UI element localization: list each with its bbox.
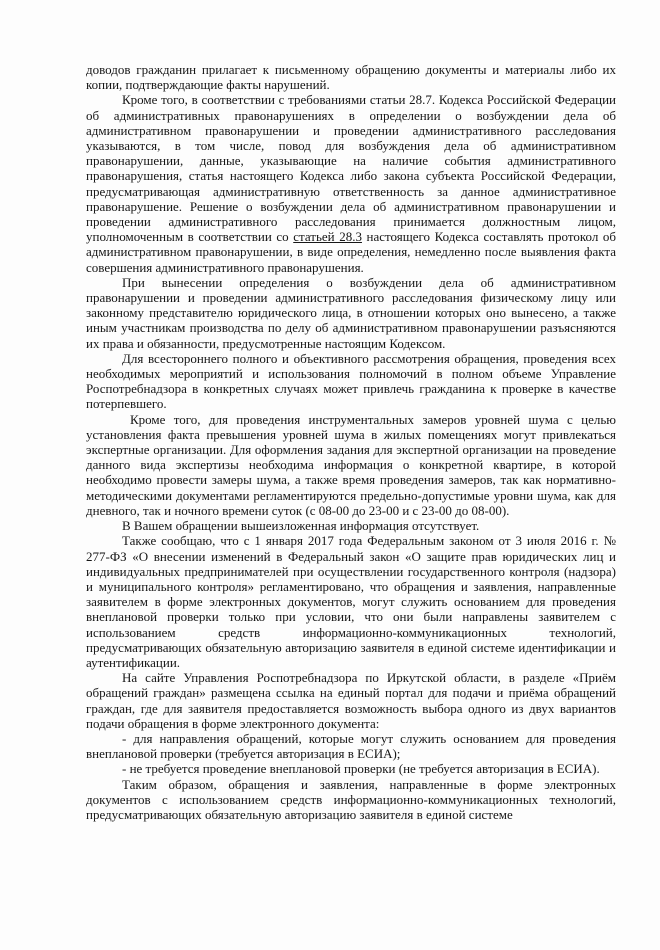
paragraph-article-28-7 xyxy=(86,92,616,274)
list-item-esia-not-required: - не требуется проведение внеплановой проверки (не требуется авторизация в ЕСИА). xyxy=(122,761,600,777)
paragraph-victim: Для всестороннего полного и объективного рассмотрения обращения, проведения всех необходимых мероприятий и использования полномочий в полном объеме Управление Роспотребнадзора в конкретных случаях может привлечь гражданина к проверке в качестве потерпевшего. xyxy=(86,350,616,412)
paragraph-article-28-7-tail: настоящего Кодекса составлять протокол об административном правонарушении, в виде определения, немедленно после выявления факта совершения административного правонарушения. xyxy=(86,229,616,275)
paragraph-rights: При вынесении определения о возбуждении дела об административном правонарушении и проведении административного расследования физическому лицу или законному представителю юридического лица, в отношении которых оно вынесено, а также иным участникам производства по делу об административном правонарушении разъясняются их права и обязанности, предусмотренные настоящим Кодексом. xyxy=(86,274,616,351)
article-28-3-link[interactable]: статьей 28.3 xyxy=(293,229,362,245)
paragraph-conclusion: Таким образом, обращения и заявления, направленные в форме электронных документов с использованием средств информационно-коммуникационных технологий, предусматривающих обязательную авторизацию заявителя в единой системе xyxy=(86,776,616,822)
paragraph-federal-law: Также сообщаю, что с 1 января 2017 года Федеральным законом от 3 июля 2016 г. № 277-ФЗ «О внесении изменений в Федеральный закон «О защите прав юридических лиц и индивидуальных предпринимателей при осуществлении государственного контроля (надзора) и муниципального контроля» регламентировано, что обращения и заявления, направленные заявителем в форме электронных документов, могут служить основанием для проведения внеплановой проверки только при условии, что они были направлены заявителем с использованием средств информационно-коммуникационных технологий, предусматривающих обязательную авторизацию заявителя в единой системе идентификации и аутентификации. xyxy=(86,533,616,670)
document-body xyxy=(86,62,616,822)
paragraph-website: На сайте Управления Роспотребнадзора по Иркутской области, в разделе «Приём обращений граждан» размещена ссылка на единый портал для подачи и приёма обращений граждан, где для заявителя предоставляется возможность выбора одного из двух вариантов подачи обращения в форме электронного документа: xyxy=(86,670,616,731)
paragraph-article-28-7-text: Кроме того, в соответствии с требованиями статьи 28.7. Кодекса Российской Федерации об административных правонарушениях в определении о возбуждении дела об административном правонарушении и проведении административного расследования указываются, в том числе, повод для возбуждения дела об административном правонарушении, данные, указывающие на наличие события административного правонарушения, статья настоящего Кодекса либо закона субъекта Российской Федерации, предусматривающая административную ответственность за данное административное правонарушение. Решение о возбуждении дела об административном правонарушении и проведении административного расследования принимается должностным лицом, уполномоченным в соответствии со xyxy=(86,92,616,245)
paragraph-continuation: доводов гражданин прилагает к письменному обращению документы и материалы либо их копии, подтверждающие факты нарушений. xyxy=(86,62,616,93)
paragraph-missing-info: В Вашем обращении вышеизложенная информация отсутствует. xyxy=(122,518,480,534)
paragraph-noise-measurements: Кроме того, для проведения инструментальных замеров уровней шума с целью установления факта превышения уровней шума в жилых помещениях могут привлекаться экспертные организации. Для оформления задания для экспертной организации на проведение данного вида экспертизы необходима информация о конкретной квартире, в которой необходимо провести замеры шума, а также время проведения замеров, так как нормативно-методическими документами регламентируются предельно-допустимые уровни шума, как для дневного, так и ночного времени суток (с 08-00 до 23-00 и с 23-00 до 08-00). xyxy=(86,411,616,518)
list-item-esia-required: - для направления обращений, которые могут служить основанием для проведения внеплановой проверки (требуется авторизация в ЕСИА); xyxy=(86,730,616,762)
